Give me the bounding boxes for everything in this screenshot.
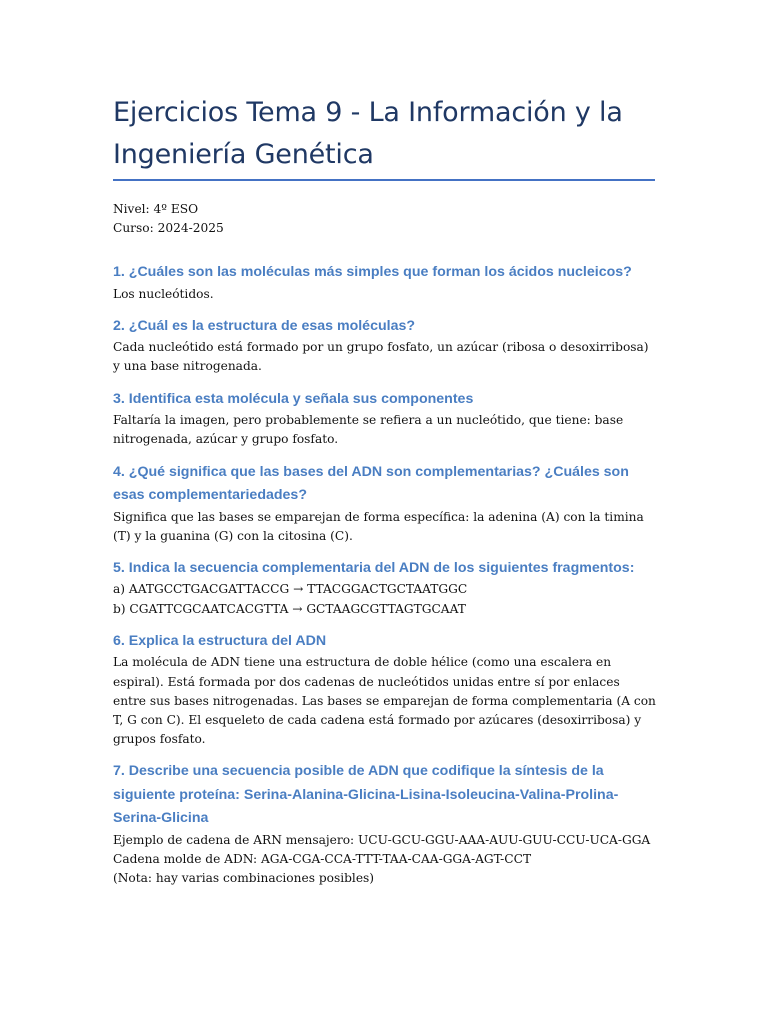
answer-7-line-template: Cadena molde de ADN: AGA-CGA-CCA-TTT-TAA-CAA-GGA-AGT-CCT	[113, 852, 532, 867]
document-meta	[113, 200, 656, 238]
answer-3-text	[113, 411, 656, 449]
answer-6-text	[113, 653, 656, 749]
question-6-heading: 6. Explica la estructura del ADN	[113, 632, 327, 649]
question-7-section	[113, 760, 656, 888]
question-5-section	[113, 557, 656, 619]
question-3-section	[113, 388, 656, 450]
answer-1-text	[113, 285, 656, 304]
title-underline	[113, 179, 655, 181]
answer-1-line-1: Los nucleótidos.	[113, 286, 214, 301]
answer-2-text	[113, 338, 656, 376]
question-2-heading: 2. ¿Cuál es la estructura de esas moléculas?	[113, 317, 416, 334]
answer-7-text	[113, 831, 656, 889]
answer-3-line-1: Faltaría la imagen, pero probablemente se refiera a un nucleótido, que tiene: base nitrogenada, azúcar y grupo fosfato.	[113, 413, 624, 447]
answer-5-text	[113, 580, 656, 618]
answer-2-line-1: Cada nucleótido está formado por un grupo fosfato, un azúcar (ribosa o desoxirribosa) y una base nitrogenada.	[113, 340, 649, 374]
question-2-section	[113, 315, 656, 377]
question-1-section	[113, 261, 656, 304]
question-7-heading: 7. Describe una secuencia posible de ADN que codifique la síntesis de la siguiente proteína: Serina-Alanina-Glicina-Lisina-Isoleucina-Valina-Prolina-Serina-Glicina	[113, 763, 619, 827]
answer-7-line-note: (Nota: hay varias combinaciones posibles)	[113, 871, 375, 886]
question-6-section	[113, 630, 656, 750]
answer-5-line-a: a) AATGCCTGACGATTACCG → TTACGGACTGCTAATGGC	[113, 582, 468, 597]
course-text: Curso: 2024-2025	[113, 221, 224, 235]
answer-4-text	[113, 508, 656, 546]
answer-5-line-b: b) CGATTCGCAATCACGTTA → GCTAAGCGTTAGTGCAAT	[113, 601, 466, 616]
answer-4-line-1: Significa que las bases se emparejan de forma específica: la adenina (A) con la timina (T) y la guanina (G) con la citosina (C).	[113, 509, 644, 543]
answer-7-line-mrna: Ejemplo de cadena de ARN mensajero: UCU-GCU-GGU-AAA-AUU-GUU-CCU-UCA-GGA	[113, 832, 651, 847]
question-4-section	[113, 461, 656, 546]
question-1-heading: 1. ¿Cuáles son las moléculas más simples que forman los ácidos nucleicos?	[113, 264, 632, 280]
level-text: Nivel: 4º ESO	[113, 202, 199, 216]
document-title: Ejercicios Tema 9 - La Información y la Ingeniería Genética	[113, 97, 623, 170]
question-3-heading: 3. Identifica esta molécula y señala sus componentes	[113, 390, 474, 407]
answer-6-line-1: La molécula de ADN tiene una estructura de doble hélice (como una escalera en espiral). Está formada por dos cadenas de nucleótidos unidas entre sí por enlaces entre sus bases nitrogenadas. Las bases se emparejan de forma complementaria (A con T, G con C). El esqueleto de cada cadena está formado por azúcares (desoxirribosa) y grupos fosfato.	[113, 655, 656, 747]
question-4-heading: 4. ¿Qué significa que las bases del ADN son complementarias? ¿Cuáles son esas complementariedades?	[113, 463, 629, 504]
question-5-heading: 5. Indica la secuencia complementaria del ADN de los siguientes fragmentos:	[113, 559, 635, 576]
